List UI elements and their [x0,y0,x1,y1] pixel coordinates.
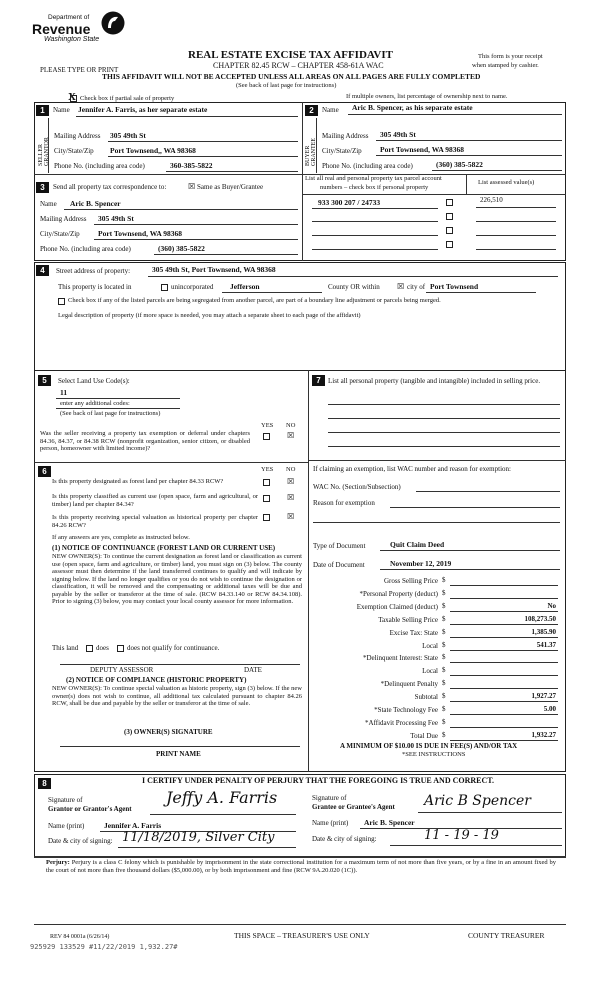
forest-yes-checkbox[interactable] [263,479,270,486]
tax-row-label: *Delinquent Penalty [380,680,438,689]
assessed-value-header: List assessed value(s) [478,179,535,186]
historic-no-checkbox[interactable]: ☒ [287,512,295,521]
buyer-phone-label: Phone No. (including area code) [322,162,413,170]
same-as-buyer-checkbox[interactable]: ☒ [188,182,196,191]
tax-row-currency: $ [442,576,446,584]
tax-row-currency: $ [442,627,446,636]
notice-continuance-text: NEW OWNER(S): To continue the current designation as forest land or classification as current use (open space, farm and agriculture, or timber) land, you must sign on (3) below. The county assessor must then determine if the land transferred continues to qualify and will indicate by signing below. If the land no longer qualifies or you do not wish to continue the designation or classification, it will be removed and the compensating or additional taxes will be due and payable by the seller or transferor at the time of sale. (RCW 84.33.140 or RCW 84.34.108). Prior to signing (3) below, you may contact your local county assessor for more information. [52,553,302,605]
grantor-name-label: Name (print) [48,822,85,830]
correspondence-phone[interactable]: (360) 385-5822 [158,244,205,253]
tax-row-currency: $ [442,601,446,610]
land-does-not-checkbox[interactable] [117,645,124,652]
tax-row-label: Excise Tax: State [389,628,438,637]
print-name-label: PRINT NAME [156,750,201,758]
grantee-print-name[interactable]: Aric B. Spencer [364,818,415,827]
buyer-name[interactable]: Aric B. Spencer, as his separate estate [352,103,473,112]
city-of-label: city of [407,283,426,291]
tax-row-currency: $ [442,730,446,739]
personal-property-label: List all personal property (tangible and intangible) included in selling price. [328,377,541,385]
property-street-address[interactable]: 305 49th St, Port Townsend, WA 98368 [152,265,276,274]
section-8-number: 8 [38,778,51,789]
seller-side-label: SELLER GRANTOR [38,137,50,166]
perjury-label: Perjury: [46,859,70,866]
buyer-name-label: Name [322,106,339,114]
tax-row-label: *State Technology Fee [374,706,438,714]
parcel-3-personal-checkbox[interactable] [446,227,453,234]
seller-city[interactable]: Port Townsend,, WA 98368 [110,146,196,155]
correspondence-address-label: Mailing Address [40,215,87,223]
partial-sale-label: Check box if partial sale of property [80,95,175,102]
segregated-checkbox[interactable] [58,298,65,305]
tax-row-currency: $ [442,666,446,675]
correspondence-address[interactable]: 305 49th St [98,214,134,223]
partial-sale-checkbox[interactable] [70,95,77,102]
cashier-stamp: 925929 133529 #11/22/2019 1,932.27# [30,943,178,951]
tax-row-currency: $ [442,588,446,597]
seller-name[interactable]: Jennifer A. Farris, as her separate estate [78,105,208,114]
buyer-address[interactable]: 305 49th St [380,130,416,139]
unincorporated-checkbox[interactable] [161,284,168,291]
correspondence-phone-label: Phone No. (including area code) [40,245,131,253]
current-use-yes-checkbox[interactable] [263,495,270,502]
if-yes-instructions: If any answers are yes, complete as instructed below. [52,534,190,541]
parcels-header-2: numbers – check box if personal property [320,184,429,191]
notice-compliance-text: NEW OWNER(S): To continue special valuation as historic property, sign (3) below. If the new owner(s) does not wish to continue, all additional tax calculated pursuant to chapter 84.26 RCW, shall be due and payable by the seller or transferor at the time of sale. [52,685,302,707]
current-use-question: Is this property classified as current use (open space, farm and agricultural, or timber) land per chapter 84.34? [52,493,258,508]
land-does-label: does [96,644,109,652]
owner-signature-label: (3) OWNER(S) SIGNATURE [124,728,213,736]
parcel-2-personal-checkbox[interactable] [446,213,453,220]
seller-city-label: City/State/Zip [54,147,94,155]
treasurer-space-label: THIS SPACE – TREASURER'S USE ONLY [234,931,370,940]
unincorporated-label: unincorporated [171,283,214,291]
dor-logo-mark-icon [100,10,126,36]
notice-compliance-title: (2) NOTICE OF COMPLIANCE (HISTORIC PROPERTY) [66,676,247,684]
grantor-sig-label-1: Signature of [48,796,83,804]
seller-phone-label: Phone No. (including area code) [54,162,145,170]
land-use-label: Select Land Use Code(s): [58,377,130,385]
minimum-due-note: A MINIMUM OF $10.00 IS DUE IN FEE(S) AND/OR TAX [340,742,518,750]
tax-row-label: *Personal Property (deduct) [359,589,438,598]
buyer-address-label: Mailing Address [322,132,369,140]
same-as-buyer-label: Same as Buyer/Grantee [197,183,264,191]
parcel-value-1[interactable]: 226,510 [480,196,503,204]
land-does-not-label: does not qualify for continuance. [127,644,220,652]
parcels-header-1: List all real and personal property tax parcel account [305,175,442,182]
section-6-number: 6 [38,466,51,477]
notice-continuance-title: (1) NOTICE OF CONTINUANCE (FOREST LAND OR CURRENT USE) [52,544,276,552]
correspondence-name-label: Name [40,200,57,208]
partial-sale-mark: X [68,91,76,103]
tax-row-label: *Delinquent Interest: State [362,654,438,663]
document-date[interactable]: November 12, 2019 [390,559,452,568]
land-does-checkbox[interactable] [86,645,93,652]
city-checkbox[interactable]: ☒ [397,282,405,291]
certify-statement: I CERTIFY UNDER PENALTY OF PERJURY THAT THE FOREGOING IS TRUE AND CORRECT. [142,776,495,785]
forest-no-checkbox[interactable]: ☒ [287,477,295,486]
historic-yes-checkbox[interactable] [263,514,270,521]
current-use-no-checkbox[interactable]: ☒ [287,493,295,502]
tax-row-value[interactable]: 541.37 [536,640,556,649]
exemption-question: Was the seller receiving a property tax exemption or deferral under chapters 84.36, 84.37, or 84.38 RCW (nonprofit organization, senior citizen, or disabled person, homeowner with limited income)? [40,430,250,452]
county-name[interactable]: Jefferson [230,282,260,291]
grantee-signature[interactable]: Aric B Spencer [424,793,531,809]
form-subtitle: CHAPTER 82.45 RCW – CHAPTER 458-61A WAC [213,61,384,70]
tax-row-value[interactable]: No [547,601,556,610]
section-1-number: 1 [36,105,49,116]
tax-row-currency: $ [442,679,446,688]
wac-number-label: WAC No. (Section/Subsection) [313,483,401,491]
tax-row-value[interactable]: 1,927.27 [531,692,556,701]
section-5-number: 5 [38,375,51,386]
county-or-within-label: County OR within [328,283,380,291]
tax-row-label: *Affidavit Processing Fee [365,718,438,727]
exemption-no-checkbox[interactable]: ☒ [287,431,295,440]
buyer-side-label: BUYER GRANTEE [305,138,317,166]
additional-codes-label: enter any additional codes: [60,400,130,407]
tax-row-value[interactable]: 108,273.50 [524,614,556,623]
tax-row-label: Gross Selling Price [383,577,438,585]
section-2-number: 2 [305,105,318,116]
correspondence-city-label: City/State/Zip [40,230,80,238]
seller-address[interactable]: 305 49th St [110,131,146,140]
section-8-box [34,774,566,856]
historic-question: Is this property receiving special valuation as historical property per chapter 84.26 RCW? [52,514,258,529]
document-type-label: Type of Document [313,542,366,550]
document-type[interactable]: Quit Claim Deed [390,540,445,549]
section6-yes: YES [261,466,274,473]
perjury-note [46,859,556,874]
tax-row-currency: $ [442,717,446,726]
county-treasurer-label: COUNTY TREASURER [468,931,545,940]
tax-row-value[interactable]: 1,385.90 [531,627,556,636]
grantor-sig-label-2: Grantor or Grantor's Agent [48,805,132,813]
tax-row-label: Local [422,667,438,676]
tax-row-currency: $ [442,640,446,649]
section6-no: NO [286,466,296,473]
located-in-label: This property is located in [58,283,132,291]
parcel-4-personal-checkbox[interactable] [446,241,453,248]
correspondence-name[interactable]: Aric B. Spencer [70,199,121,208]
grantor-print-name[interactable]: Jennifer A. Farris [104,821,162,830]
tax-row-currency: $ [442,614,446,623]
grantee-sig-label-1: Signature of [312,794,347,802]
dor-logo [30,8,130,52]
receipt-note-2: when stamped by cashier. [472,62,539,69]
logo-dept-line3: Washington State [44,36,100,43]
land-use-see-back: (See back of last page for instructions) [60,410,161,417]
legal-description-label: Legal description of property (if more space is needed, you may attach a separate sheet to each page of the affidavit) [58,312,361,319]
grantor-date-city[interactable]: 11/18/2019, Silver City [122,830,275,845]
parcel-number-1[interactable]: 933 300 207 / 24733 [318,198,381,207]
buyer-city-label: City/State/Zip [322,147,362,155]
see-back-header: (See back of last page for instructions) [236,82,337,89]
perjury-text: Perjury is a class C felony which is punishable by imprisonment in the state correctional institution for a maximum term of not more than five years, or by a fine in an amount fixed by the court of not more than five thousand dollars ($5,000.00), or by both imprisonment and fine (RCW 9A.20.020 (1C)). [46,859,556,874]
city-name[interactable]: Port Townsend [430,282,479,291]
grantor-signature[interactable]: Jeffy A. Farris [166,788,278,807]
parcel-1-personal-checkbox[interactable] [446,199,453,206]
tax-row-label: Total Due [410,731,438,740]
exemption-yes-checkbox[interactable] [263,433,270,440]
grantee-date-city[interactable]: 11 - 19 - 19 [424,828,499,843]
section-3-number: 3 [36,182,49,193]
grantee-name-label: Name (print) [312,819,349,827]
deputy-assessor-label: DEPUTY ASSESSOR [90,666,154,674]
land-label: This land [52,644,79,652]
forest-land-question: Is this property designated as forest land per chapter 84.33 RCW? [52,478,224,485]
buyer-phone[interactable]: (360) 385-5822 [436,160,483,169]
exemption-reason-label: Reason for exemption [313,499,375,507]
tax-row-currency: $ [442,705,446,713]
buyer-city[interactable]: Port Townsend, WA 98368 [380,145,465,154]
form-revision: REV 84 0001a (6/26/14) [50,934,110,940]
seller-phone[interactable]: 360-385-5822 [170,161,213,170]
grantee-date-label: Date & city of signing: [312,835,377,843]
wac-exemption-label: If claiming an exemption, list WAC number and reason for exemption: [313,465,511,473]
see-instructions-note: *SEE INSTRUCTIONS [402,751,466,758]
tax-row-value[interactable]: 1,932.27 [531,730,556,739]
seller-name-label: Name [53,106,70,114]
warning-text: THIS AFFIDAVIT WILL NOT BE ACCEPTED UNLESS ALL AREAS ON ALL PAGES ARE FULLY COMPLETED [102,72,481,81]
tax-row-label: Exemption Claimed (deduct) [356,602,438,611]
please-type: PLEASE TYPE OR PRINT [40,66,119,74]
segregated-label: Check box if any of the listed parcels are being segregated from another parcel, are part of a boundary line adjustment or parcels being merged. [68,297,441,304]
grantor-date-label: Date & city of signing: [48,837,113,845]
street-address-label: Street address of property: [56,267,131,275]
section-7-number: 7 [312,375,325,386]
section5-yes: YES [261,422,274,429]
land-use-code[interactable]: 11 [60,388,68,397]
document-date-label: Date of Document [313,561,365,569]
tax-row-currency: $ [442,692,446,701]
assessor-date-label: DATE [244,666,262,674]
form-title: REAL ESTATE EXCISE TAX AFFIDAVIT [188,49,393,61]
logo-dept-line2: Revenue [32,21,91,37]
receipt-note-1: This form is your receipt [478,53,543,60]
tax-row-label: Taxable Selling Price [378,615,438,624]
correspondence-label: Send all property tax correspondence to: [53,183,167,191]
correspondence-city[interactable]: Port Townsend, WA 98368 [98,229,183,238]
section-4-number: 4 [36,265,49,276]
tax-row-value[interactable]: 5.00 [543,705,556,713]
section5-no: NO [286,422,296,429]
tax-row-label: Local [422,641,438,650]
grantee-sig-label-2: Grantee or Grantee's Agent [312,803,395,811]
seller-address-label: Mailing Address [54,132,101,140]
multiple-owners-note: If multiple owners, list percentage of ownership next to name. [346,93,508,100]
tax-row-currency: $ [442,653,446,662]
tax-row-label: Subtotal [414,693,438,702]
logo-dept-line1: Department of [48,14,90,21]
